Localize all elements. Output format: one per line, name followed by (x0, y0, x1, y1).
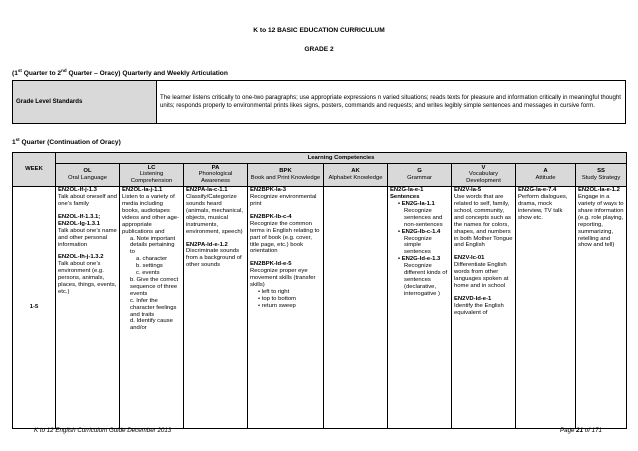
column-code: V (481, 164, 486, 171)
g-subtext: Recognize sentences and non-sentences (404, 207, 443, 228)
g-subcode: • EN2G-Ib-c-1.4 (390, 229, 449, 236)
quarter-heading-sup1: st (17, 68, 22, 73)
column-name: Alphabet Knowledge (328, 174, 383, 181)
week-cell: 1-5 (13, 186, 56, 428)
v-text-3: Identify the English equivalent of (454, 302, 504, 316)
column-name: Book and Print Knowledge (250, 174, 321, 181)
document-title: K to 12 BASIC EDUCATION CURRICULUM (253, 27, 385, 34)
quarter-heading (12, 68, 228, 77)
ol-code-2: EN2OL-If-1.3.1; EN2OL-Ig-1.3.1 (58, 213, 101, 227)
column-header (388, 164, 452, 187)
ss-text-1: Engage in a variety of ways to share information (e.g. role playing, reporting, summarizing, retelling and show and tell) (578, 194, 624, 249)
continuation-heading-rest: Quarter (Continuation of Oracy) (19, 139, 121, 147)
bpk-text-2: Recognize the common terms in English relating to part of book (e.g. cover, title page, etc.) book orientation (250, 220, 320, 255)
lc-item-c: c. Infer the character feelings and traits (130, 297, 177, 318)
learning-competencies-header: Learning Competencies (56, 153, 627, 164)
column-header (452, 164, 516, 187)
grade-level-standards-label: Grade Level Standards (13, 81, 157, 124)
footer-page-current: 21 (576, 427, 584, 434)
competencies-table (12, 152, 627, 429)
ol-code-3: EN2OL-Ih-j-1.3.2 (58, 254, 104, 261)
quarter-heading-sup2: nd (61, 68, 67, 73)
column-code: G (417, 167, 422, 174)
footer-page-suffix: of 171 (583, 427, 602, 434)
ol-text-1: Talk about oneself and one’s family (58, 194, 117, 208)
lc-subitem: a. character (136, 256, 168, 263)
bpk-text-3: Recognize proper eye movement skills (transfer skills) (250, 268, 316, 289)
v-code-1: EN2V-Ia-5 (454, 187, 482, 194)
column-header (516, 164, 576, 187)
lc-cell (120, 186, 184, 428)
bpk-code-2: EN2BPK-Ib-c-4 (250, 213, 292, 220)
g-subcode: • EN2G-Id-e-1.3 (390, 256, 449, 263)
ol-cell (56, 186, 120, 428)
lc-subitem: b. settings (136, 263, 163, 270)
bpk-code-1: EN2BPK-Ia-3 (250, 187, 287, 194)
footer-page-prefix: Page (560, 427, 577, 434)
continuation-heading-num: 1 (12, 139, 16, 147)
lc-item-d: d. Identify cause and/or (130, 318, 173, 332)
column-name: Attitude (535, 174, 556, 181)
table-row (13, 186, 627, 428)
column-code: SS (597, 167, 605, 174)
g-code-1: EN2G-Ia-e-1 (390, 187, 424, 194)
ol-code-1: EN2OL-If-j-1.3 (58, 187, 97, 194)
pa-text-1: Classify/Categorize sounds heard (animals, mechanical, objects, musical instruments, environment, speech) (186, 194, 243, 235)
column-code: LC (147, 164, 156, 171)
footer-doc-name: K to 12 English Curriculum Guide December 2013 (34, 427, 172, 434)
column-header (56, 164, 120, 187)
continuation-heading (12, 137, 121, 146)
bpk-text-1: Recognize environmental print (250, 194, 317, 208)
ol-text-3: Talk about one’s environment (e.g. persons, animals, places, things, events, etc.) (58, 261, 117, 295)
column-code: BPK (279, 167, 292, 174)
quarter-heading-open: ( (12, 70, 15, 78)
week-header: WEEK (13, 153, 56, 187)
column-code: A (543, 167, 548, 174)
v-cell (452, 186, 516, 428)
pa-code-1: EN2PA-Ia-c-1.1 (186, 187, 228, 194)
column-code: AK (351, 167, 360, 174)
g-subtext: Recognize simple sentences (404, 235, 432, 256)
quarter-heading-rest: Quarter – Oracy) Quarterly and Weekly Articulation (66, 70, 228, 78)
column-header (120, 164, 184, 187)
column-code: PA (211, 164, 220, 171)
ol-text-2: Talk about one’s name and other personal information (58, 227, 117, 248)
bpk-bullet: • top to bottom (250, 296, 321, 303)
footer-page-number (560, 427, 602, 434)
bpk-code-3: EN2BPK-Id-e-5 (250, 261, 292, 268)
quarter-heading-mid: Quarter to 2 (21, 70, 62, 78)
column-name: Vocabulary Development (466, 171, 501, 185)
v-code-3: EN2VD-Id-e-1 (454, 295, 492, 302)
column-header-row (13, 164, 627, 187)
a-code-1: EN2G-Ia-e-7.4 (518, 187, 557, 194)
bpk-bullet: • left to right (250, 289, 321, 296)
g-subcode: • EN2G-Ia-1.1 (390, 201, 449, 208)
grade-heading: GRADE 2 (304, 46, 334, 53)
column-name: Phonological Awareness (198, 171, 233, 185)
g-subtext: Recognize different kinds of sentences (declarative, interrogative ) (404, 263, 448, 297)
pa-text-2: Discriminate sounds from a background of other sounds (186, 248, 242, 269)
ak-cell (324, 186, 388, 428)
v-text-1: Use words that are related to self, family, school, community, and concepts such as the names for colors, shapes, and numbers in both Mother Tongue and English (454, 194, 513, 249)
lc-item-a: a. Note important details pertaining to (130, 235, 176, 256)
ss-code-1: EN2OL-Ia-e-1.2 (578, 187, 620, 194)
bpk-bullet: • return sweep (250, 303, 321, 310)
bpk-cell (248, 186, 324, 428)
column-header (324, 164, 388, 187)
column-name: Grammar (407, 174, 432, 181)
column-header (248, 164, 324, 187)
column-name: Oral Language (68, 174, 107, 181)
column-name: Study Strategy (581, 174, 621, 181)
column-code: OL (83, 167, 92, 174)
grade-level-standards-text: The learner listens critically to one-two paragraphs; use appropriate expressions n varied situations; reads texts for pleasure and information critically in meaningful thought units; responds properly to environmental prints likes signs, posters, commands and requests; and writes legibly simple sentences and messages in cursive form. (157, 81, 626, 124)
lc-text-1: Listen to a variety of media including books, audiotapes videos and other age-appropriate publications and (122, 194, 179, 235)
column-header (576, 164, 627, 187)
v-text-2: Differentiate English words from other languages spoken at home and in school (454, 262, 509, 289)
pa-cell (184, 186, 248, 428)
column-header (184, 164, 248, 187)
grade-level-standards-table (12, 80, 626, 124)
g-cell (388, 186, 452, 428)
ss-cell (576, 186, 627, 428)
quarter-heading-num1: 1 (14, 70, 18, 78)
v-code-2: EN2V-Ic-01 (454, 255, 485, 262)
column-name: Listening Comprehension (130, 171, 173, 185)
lc-item-b: b. Give the correct sequence of three events (130, 277, 179, 297)
lc-code-1: EN2OL-Ia-j-1.1 (122, 187, 163, 194)
a-cell (516, 186, 576, 428)
g-text-1: Sentences (390, 194, 420, 201)
continuation-heading-sup: st (15, 137, 20, 142)
pa-code-2: EN2PA-Id-e-1.2 (186, 241, 228, 248)
a-text-1: Perform dialogues, drama, mock interview, TV talk show etc. (518, 194, 568, 221)
lc-subitem: c. events (136, 270, 160, 277)
